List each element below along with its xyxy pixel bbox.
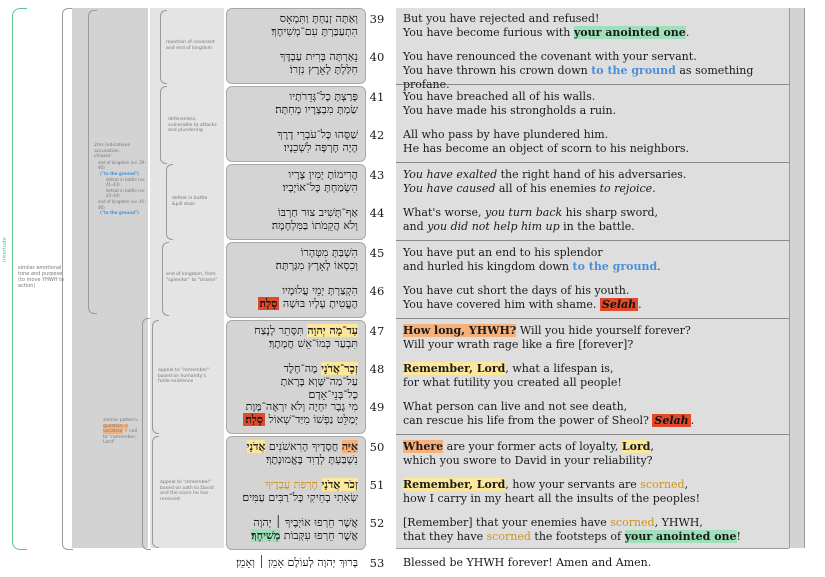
sub-note-a: rejection of covenant and end of kingdom bbox=[166, 40, 215, 51]
verse-number: 52 bbox=[369, 516, 385, 530]
hebrew-line: בָּרוּךְ יְהוָה לְעוֹלָם אָמֵן ׀ וְאָמֵן׃ bbox=[236, 556, 358, 569]
verse-number: 45 bbox=[369, 246, 385, 260]
english-line: You have cut short the days of his youth. You have covered him with shame. Selah . bbox=[403, 284, 642, 311]
verse-number: 53 bbox=[369, 556, 385, 570]
divider bbox=[396, 162, 789, 163]
english-line: You have breached all of his walls. You have made his strongholds a ruin. bbox=[403, 90, 617, 117]
divider bbox=[396, 240, 789, 241]
sub-brace-f bbox=[152, 436, 159, 548]
hebrew-line: וְאַתָּה זָנַחְתָּ וַתִּמְאָס הִתְעַבַּרְתָּ עִם־מְשִׁיחֶךָ׃ bbox=[271, 12, 358, 38]
english-line: Remember, Lord, how your servants are scorned, how I carry in my heart all the insults of the peoples! bbox=[403, 478, 700, 505]
verse-number: 40 bbox=[369, 50, 385, 64]
divider bbox=[396, 318, 789, 319]
english-line: [Remember] that your enemies have scorned, YHWH, that they have scorned the footsteps of your anointed one! bbox=[403, 516, 741, 543]
english-line: Blessed be YHWH forever! Amen and Amen. bbox=[403, 556, 652, 569]
hebrew-line: הֲרִימוֹתָ יְמִין צָרָיו הִשְׂמַחְתָּ כָּל־אוֹיְבָיו׃ bbox=[282, 168, 358, 194]
verse-number: 44 bbox=[369, 206, 385, 220]
hebrew-line: הִשְׁבַּתָּ מִטְּהָרוֹ וְכִסְאוֹ לָאָרֶץ מִגַּרְתָּה׃ bbox=[275, 246, 358, 272]
verse-number: 50 bbox=[369, 440, 385, 454]
verse-number: 49 bbox=[369, 400, 385, 414]
english-line: What person can live and not see death, can rescue his life from the power of Sheol? Selah . bbox=[403, 400, 695, 427]
right-margin-column bbox=[789, 8, 805, 548]
english-line: You have put an end to his splendor and hurled his kingdom down to the ground. bbox=[403, 246, 661, 273]
section-band bbox=[72, 8, 148, 548]
hebrew-line: שַׁסֻּהוּ כָּל־עֹבְרֵי דָרֶךְ הָיָה חֶרְפָּה לִשְׁכֵנָיו׃ bbox=[277, 128, 358, 154]
hebrew-line: הִקְצַרְתָּ יְמֵי עֲלוּמָיו הֶעֱטִיתָ עָלָיו בּוּשָׁה סֶלָה׃ bbox=[259, 284, 358, 310]
english-line: But you have rejected and refused! You have become furious with your anointed one. bbox=[403, 12, 690, 39]
english-line: Remember, Lord, what a lifespan is, for what futility you created all people! bbox=[403, 362, 622, 389]
english-line: All who pass by have plundered him. He has become an object of scorn to his neighbors. bbox=[403, 128, 689, 155]
hebrew-line: אֲשֶׁר חֵרְפוּ אוֹיְבֶיךָ ׀ יְהוָה אֲשֶׁר חֵרְפוּ עִקְּבוֹת מְשִׁיחֶךָ׃ bbox=[251, 516, 358, 542]
sub-brace-b bbox=[160, 86, 167, 164]
english-line: Where are your former acts of loyalty, Lord, which you swore to David in your reliability? bbox=[403, 440, 654, 467]
verse-number: 39 bbox=[369, 12, 385, 26]
verse-number: 42 bbox=[369, 128, 385, 142]
outer-note: similar emotional tone and purpose (to move YHWH to action) bbox=[18, 265, 65, 289]
english-line: What's worse, you turn back his sharp sword, and you did not help him up in the battle. bbox=[403, 206, 658, 233]
verse-number: 47 bbox=[369, 324, 385, 338]
verse-number: 41 bbox=[369, 90, 385, 104]
interlude-label: Interlude bbox=[2, 237, 8, 262]
hebrew-line: אַף־תָּשִׁיב צוּר חַרְבּוֹ וְלֹא הֲקֵמֹתוֹ בַּמִּלְחָמָה׃ bbox=[271, 206, 358, 232]
hebrew-line: עַד־מָה יְהוָה תִּסָּתֵר לָנֶצַח תִּבְעַר כְּמוֹ־אֵשׁ חֲמָתֶךָ׃ bbox=[254, 324, 358, 350]
section1-note: 2ms indicatives accusation chiasm: end of kingdom (vv. 39–46) ("to the ground") defeat in battle (vv. 41–43) defeat in battle (vv. 43–44) end of kingdom (vv. 45–46) ("to the ground") bbox=[94, 143, 147, 216]
hebrew-line: נֵאַרְתָּה בְּרִית עַבְדֶּךָ חִלַּלְתָּ לָאָרֶץ נִזְרוֹ׃ bbox=[279, 50, 358, 76]
sub-note-c: defeat in battle &pill stain bbox=[172, 196, 208, 207]
hebrew-line: זְכֹר אֲדֹנָי חֶרְפַּת עֲבָדֶיךָ שְׂאֵתִי בְחֵיקִי כָּל־רַבִּים עַמִּים׃ bbox=[242, 478, 358, 504]
verse-number: 51 bbox=[369, 478, 385, 492]
divider bbox=[396, 434, 789, 435]
sub-note-d: end of kingdom, from "splendor" to "shame" bbox=[166, 272, 218, 283]
verse-number: 46 bbox=[369, 284, 385, 298]
hebrew-line: מִי גֶבֶר יִחְיֶה וְלֹא יִרְאֶה־מָּוֶת יְמַלֵּט נַפְשׁוֹ מִיַּד־שְׁאוֹל סֶלָה׃ bbox=[245, 400, 358, 426]
verse-number: 48 bbox=[369, 362, 385, 376]
sub-note-e: appeal to "remember" based on humanity's futile existence bbox=[158, 368, 210, 385]
section2-note: similar pattern: question + vocative + call to "remember, Lord" bbox=[103, 418, 139, 446]
english-line: You have exalted the right hand of his adversaries. You have caused all of his enemies to rejoice. bbox=[403, 168, 687, 195]
english-line: How long, YHWH? Will you hide yourself forever? Will your wrath rage like a fire [forever]? bbox=[403, 324, 691, 351]
hebrew-line: פָּרַצְתָּ כָל־גְּדֵרֹתָיו שַׂמְתָּ מִבְצָרָיו מְחִתָּה׃ bbox=[275, 90, 358, 116]
sub-note-f: appeal to "remember" based on oath to David and the scorn he has received bbox=[160, 480, 214, 502]
verse-number: 43 bbox=[369, 168, 385, 182]
hebrew-line: זְכָר־אֲדֹנָי מֶה־חָלֶד עַל־מַה־שָּׁוְא בָּרָאתָ כָל־בְּנֵי־אָדָם׃ bbox=[280, 362, 358, 401]
hebrew-line: אַיֵּה חֲסָדֶיךָ הָרִאשֹׁנִים אֲדֹנָי נִשְׁבַּעְתָּ לְדָוִד בֶּאֱמוּנָתֶךָ׃ bbox=[246, 440, 358, 466]
english-line: You have renounced the covenant with your servant. You have thrown his crown down to the ground as something profane. bbox=[403, 50, 754, 91]
sub-note-b: defenseless, vulnerable to attacks and plundering bbox=[168, 117, 217, 134]
